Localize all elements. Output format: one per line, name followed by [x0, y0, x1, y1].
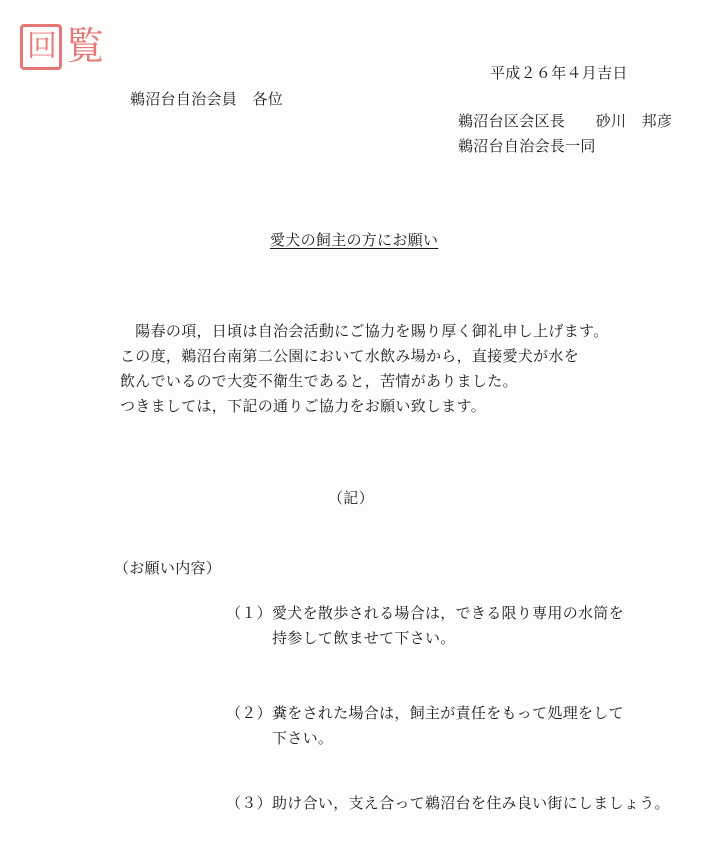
- item-1-number: （１）: [226, 604, 272, 622]
- body-line-2: この度，鵜沼台南第二公園において水飲み場から，直接愛犬が水を: [120, 347, 580, 365]
- stamp-char-kai: 回: [20, 24, 62, 70]
- item-2-line-2: 下さい。: [272, 729, 334, 747]
- sender-line-2: 鵜沼台自治会長一同: [458, 137, 596, 155]
- item-3-number: （３）: [226, 794, 272, 812]
- kairan-stamp: [20, 20, 120, 76]
- ki-heading: （記）: [328, 489, 374, 507]
- item-2-line-1: 糞をされた場合は，飼主が責任をもって処理をして: [272, 704, 624, 722]
- item-1-line-2: 持参して飲ませて下さい。: [272, 629, 456, 647]
- item-3-line-1: 助け合い，支え合って鵜沼台を住み良い街にしましょう。: [272, 794, 670, 812]
- stamp-char-ran: 覧: [66, 24, 103, 68]
- addressee: 鵜沼台自治会員 各位: [130, 90, 284, 108]
- sender-line-1: 鵜沼台区会区長 砂川 邦彦: [458, 112, 673, 130]
- body-line-4: つきましては，下記の通りご協力をお願い致します。: [120, 397, 487, 415]
- item-2-number: （２）: [226, 704, 272, 722]
- item-1-line-1: 愛犬を散歩される場合は，できる限り専用の水筒を: [272, 604, 624, 622]
- document-title: 愛犬の飼主の方にお願い: [270, 231, 439, 249]
- body-line-1: 陽春の項，日頃は自治会活動にご協力を賜り厚く御礼申し上げます。: [120, 322, 609, 340]
- document-date: 平成２６年４月吉日: [490, 64, 628, 82]
- request-heading: （お願い内容）: [114, 559, 222, 577]
- body-line-3: 飲んでいるので大変不衛生であると，苦情がありました。: [120, 372, 518, 390]
